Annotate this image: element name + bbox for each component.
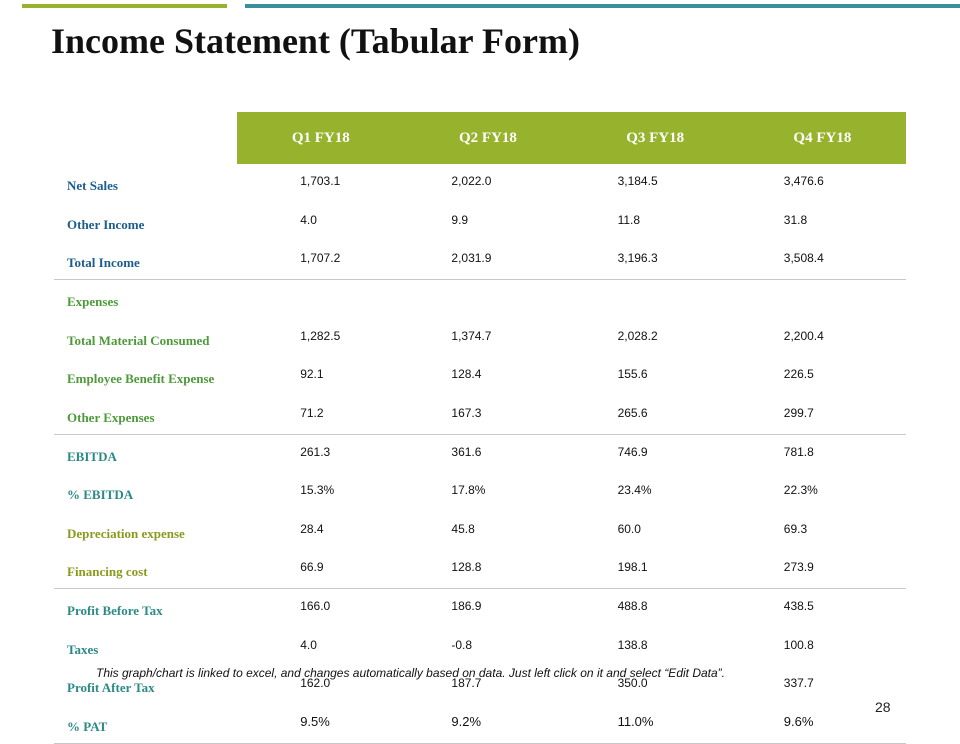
row-label: Profit After Tax <box>67 680 155 696</box>
cell-value: 167.3 <box>451 405 482 420</box>
cell-value: 138.8 <box>617 637 648 652</box>
cell-value: 186.9 <box>451 599 482 614</box>
row-label: Taxes <box>67 641 99 657</box>
slide-title: Income Statement (Tabular Form) <box>51 21 580 61</box>
cell-value: 15.3% <box>300 483 335 498</box>
cell-value: 128.8 <box>451 560 482 575</box>
cell-value: 128.4 <box>451 367 482 382</box>
cell-value: 299.7 <box>783 405 814 420</box>
cell-value: 273.9 <box>783 560 814 575</box>
cell-value: 1,707.2 <box>300 250 341 265</box>
income-statement-table[interactable] <box>54 112 906 744</box>
row-label: % PAT <box>54 704 237 743</box>
cell-value: 4.0 <box>300 212 317 227</box>
cell-value: 45.8 <box>451 521 475 536</box>
cell-value: 2,028.2 <box>617 328 658 343</box>
cell-value: 781.8 <box>783 444 814 459</box>
column-header-q1: Q1 FY18 <box>237 112 404 164</box>
cell-value: 261.3 <box>300 444 331 459</box>
cell-value: 1,374.7 <box>451 328 492 343</box>
cell-value: 438.5 <box>783 599 814 614</box>
cell-value: 23.4% <box>617 483 652 498</box>
accent-bar-teal <box>245 4 960 8</box>
row-profit-before-tax <box>54 589 906 628</box>
footnote: This graph/chart is linked to excel, and changes automatically based on data. Just left click on it and select “Edit Data”. <box>96 666 725 680</box>
cell-value: 226.5 <box>783 367 814 382</box>
row-label: Other Expenses <box>54 395 237 434</box>
cell-value: 3,476.6 <box>783 174 824 189</box>
column-header-q2: Q2 FY18 <box>404 112 571 164</box>
cell-value: 2,200.4 <box>783 328 824 343</box>
cell-value: 22.3% <box>783 483 818 498</box>
cell-value: 9.5% <box>300 714 330 730</box>
row-label: Other Income <box>67 216 145 232</box>
cell-value: 1,282.5 <box>300 328 341 343</box>
cell-value: 9.6% <box>783 714 814 730</box>
row-label: Profit Before Tax <box>67 603 163 619</box>
cell-value: 2,022.0 <box>451 174 492 189</box>
cell-value: 9.2% <box>451 714 482 730</box>
cell-value: 746.9 <box>617 444 648 459</box>
cell-value: 9.9 <box>451 212 469 227</box>
row-depreciation-expense <box>54 512 906 550</box>
row-label: Expenses <box>67 294 119 310</box>
cell-value: 11.0% <box>617 714 654 730</box>
column-header-q3: Q3 FY18 <box>572 112 739 164</box>
row-other-expenses <box>54 395 906 434</box>
cell-value: 265.6 <box>617 405 648 420</box>
header-blank-cell <box>54 112 237 164</box>
cell-value: 28.4 <box>300 521 324 536</box>
row-net-sales <box>54 164 906 202</box>
cell-value: 100.8 <box>783 637 814 652</box>
column-header-q4: Q4 FY18 <box>739 112 906 164</box>
row-label: Depreciation expense <box>67 525 185 541</box>
cell-value: 3,508.4 <box>783 250 824 265</box>
row-label: Total Material Consumed <box>67 332 210 348</box>
cell-value: 2,031.9 <box>451 250 492 265</box>
cell-value: 155.6 <box>617 367 648 382</box>
row-label: Total Income <box>54 241 237 280</box>
cell-value: 166.0 <box>300 599 331 614</box>
cell-value: 187.7 <box>451 676 482 691</box>
cell-value: 3,184.5 <box>617 174 658 189</box>
cell-value: 17.8% <box>451 483 486 498</box>
cell-value: 361.6 <box>451 444 482 459</box>
cell-value: 488.8 <box>617 599 648 614</box>
row-label: Financing cost <box>54 550 237 589</box>
cell-value: 162.0 <box>300 676 331 691</box>
cell-value: 71.2 <box>300 405 324 420</box>
cell-value: 31.8 <box>783 212 808 227</box>
table-header-row <box>54 112 906 164</box>
row-employee-benefit-expense <box>54 357 906 395</box>
cell-value: 3,196.3 <box>617 250 658 265</box>
cell-value: -0.8 <box>451 637 473 652</box>
cell-value: 66.9 <box>300 560 324 575</box>
row-expenses <box>54 280 906 319</box>
row-financing-cost <box>54 550 906 589</box>
row-other-income <box>54 202 906 240</box>
row-percent-pat <box>54 704 906 743</box>
cell-value: 350.0 <box>617 676 648 691</box>
cell-value: 337.7 <box>783 676 814 691</box>
row-taxes <box>54 628 906 666</box>
row-ebitda <box>54 434 906 473</box>
cell-value: 4.0 <box>300 637 317 652</box>
page-number: 28 <box>875 699 891 715</box>
cell-value: 60.0 <box>617 521 641 536</box>
cell-value: 198.1 <box>617 560 648 575</box>
cell-value: 1,703.1 <box>300 174 341 189</box>
row-total-material-consumed <box>54 319 906 357</box>
row-label: Net Sales <box>67 178 118 194</box>
row-total-income <box>54 241 906 280</box>
cell-value: 92.1 <box>300 367 324 382</box>
row-label: Employee Benefit Expense <box>67 371 215 387</box>
accent-bar-green <box>22 4 227 8</box>
cell-value: 11.8 <box>617 212 641 227</box>
row-label: % EBITDA <box>67 487 134 503</box>
row-percent-ebitda <box>54 473 906 511</box>
row-label: EBITDA <box>67 448 117 464</box>
cell-value: 69.3 <box>783 521 808 536</box>
